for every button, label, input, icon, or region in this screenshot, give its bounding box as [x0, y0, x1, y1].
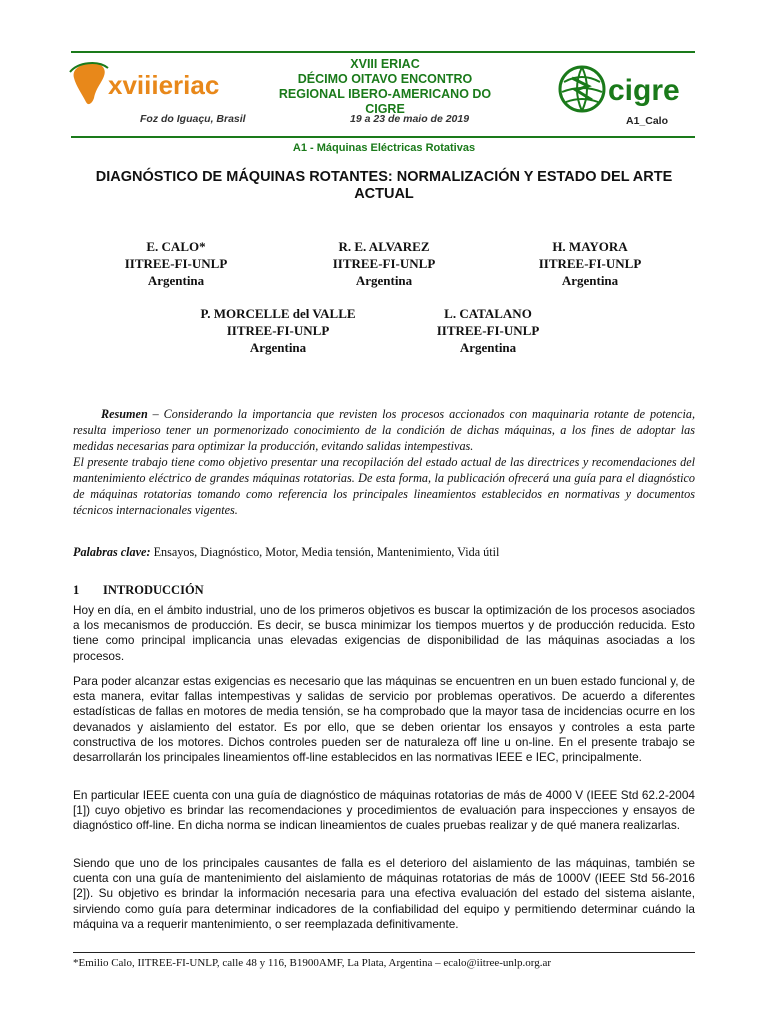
section-heading [73, 583, 204, 598]
event-place: Foz do Iguaçu, Brasil [140, 113, 246, 125]
author-block [388, 305, 588, 356]
footnote-rule [73, 952, 695, 953]
keywords-label: Palabras clave: [73, 545, 151, 559]
footnote: *Emilio Calo, IITREE-FI-UNLP, calle 48 y 116, B1900AMF, La Plata, Argentina – ecalo@iitree-unlp.org.ar [73, 957, 551, 969]
author-name: P. MORCELLE del VALLE [200, 306, 356, 321]
author-country: Argentina [459, 340, 517, 355]
section-number: 1 [73, 583, 80, 597]
abstract-text-1: – Considerando la importancia que revisten los procesos accionados con maquinaria rotante de potencia, resulta imperioso tener un pormenorizado conocimiento de la condición de dichas máquinas, a los fines de adoptar las medidas necesarias para optimizar la producción, evitando salidas intempestivas. [73, 407, 695, 453]
south-america-icon [70, 63, 108, 104]
author-country: Argentina [147, 273, 205, 288]
abstract-paragraph-1 [73, 406, 695, 454]
eriac-logo-text: xviiieriac [108, 70, 220, 100]
header-bottom-rule [71, 136, 695, 138]
body-paragraph: Hoy en día, en el ámbito industrial, uno de los primeros objetivos es buscar la optimización de los procesos asociados a los mecanismos de producción. Es decir, se busca minimizar los tiempos muertos y de producción reducida. Esto tiene como principal implicancia unas elevadas exigencias de disponibilidad de las máquinas asociadas a los procesos. [73, 603, 695, 663]
author-name: L. CATALANO [444, 306, 532, 321]
event-line-3: REGIONAL IBERO-AMERICANO DO CIGRE [278, 87, 492, 116]
event-title [270, 57, 500, 117]
author-block [76, 238, 276, 289]
header-top-rule [71, 51, 695, 53]
body-paragraph: Siendo que uno de los principales causantes de falla es el deterioro del aislamiento de las máquinas, también se cuenta con una guía de mantenimiento del aislamiento de máquinas rotatorias de más de 1000V (IEEE Std 56-2016 [2]). Su objetivo es brindar la información necesaria para una efectiva evaluación del estado del sistema aislante, sirviendo como guía para determinar indicadores de la confiabilidad del equipo y permitiendo determinar cuándo la máquina va a requerir mantenimiento, o ser reemplazada definitivamente. [73, 856, 695, 931]
author-name: R. E. ALVAREZ [338, 239, 430, 254]
paper-title: DIAGNÓSTICO DE MÁQUINAS ROTANTES: NORMALIZACIÓN Y ESTADO DEL ARTE ACTUAL [95, 169, 673, 202]
cigre-logo [558, 64, 698, 114]
author-country: Argentina [561, 273, 619, 288]
keywords [73, 545, 695, 560]
author-affiliation: IITREE-FI-UNLP [124, 256, 228, 271]
author-block [284, 238, 484, 289]
author-affiliation: IITREE-FI-UNLP [538, 256, 642, 271]
author-affiliation: IITREE-FI-UNLP [436, 323, 540, 338]
body-paragraph: En particular IEEE cuenta con una guía de diagnóstico de máquinas rotatorias de más de 4000 V (IEEE Std 62.2-2004 [1]) cuyo objetivo es brindar las recomendaciones y procedimientos de evaluación para inspecciones y ensayos de diagnóstico off-line. En dicha norma se indican lineamientos de cuales pruebas realizar y de qué manera realizarlas. [73, 788, 695, 833]
author-country: Argentina [355, 273, 413, 288]
keywords-text: Ensayos, Diagnóstico, Motor, Media tensión, Mantenimiento, Vida útil [150, 545, 500, 559]
author-name: E. CALO* [146, 239, 206, 254]
globe-icon [560, 67, 604, 111]
abstract-label: Resumen [101, 407, 148, 421]
body-paragraph: Para poder alcanzar estas exigencias es necesario que las máquinas se encuentren en un buen estado funcional y, de esta manera, evitar fallas intempestivas y salidas de servicio por problemas operativos. De acuerdo a diferentes estadísticas de fallas en motores de media tensión, se ha comprobado que la mayor tasa de incidencias ocurre en los devanados y aislamiento del estator. Es por ello, que se deben orientar los ensayos y controles a esta parte constructiva de los motores. Dichos controles pueden ser de naturaleza off line u on-line. En el presente trabajo se desarrollarán los principales lineamientos off-line establecidos en las normativas IEEE e IEC, principalmente. [73, 674, 695, 765]
event-dates: 19 a 23 de maio de 2019 [350, 113, 470, 125]
section-title: INTRODUCCIÓN [103, 583, 204, 597]
abstract-paragraph-2: El presente trabajo tiene como objetivo presentar una recopilación del estado actual de las directrices y recomendaciones del mantenimiento eléctrico de grandes máquinas rotatorias. De esta forma, la publicación ofrecerá una guía para el diagnóstico de máquinas rotatorias tomando como referencia los principales lineamientos establecidos en normativas y documentos técnicos internacionales vigentes. [73, 455, 695, 517]
event-line-2: DÉCIMO OITAVO ENCONTRO [297, 72, 473, 86]
eriac-logo [68, 58, 278, 108]
author-affiliation: IITREE-FI-UNLP [332, 256, 436, 271]
author-block [490, 238, 690, 289]
paper-code: A1_Calo [626, 115, 669, 127]
cigre-logo-text: cigre [608, 74, 680, 107]
author-block [178, 305, 378, 356]
author-country: Argentina [249, 340, 307, 355]
abstract [73, 406, 695, 518]
author-name: H. MAYORA [552, 239, 628, 254]
author-affiliation: IITREE-FI-UNLP [226, 323, 330, 338]
event-line-1: XVIII ERIAC [350, 57, 420, 71]
study-group: A1 - Máquinas Eléctricas Rotativas [292, 142, 476, 154]
